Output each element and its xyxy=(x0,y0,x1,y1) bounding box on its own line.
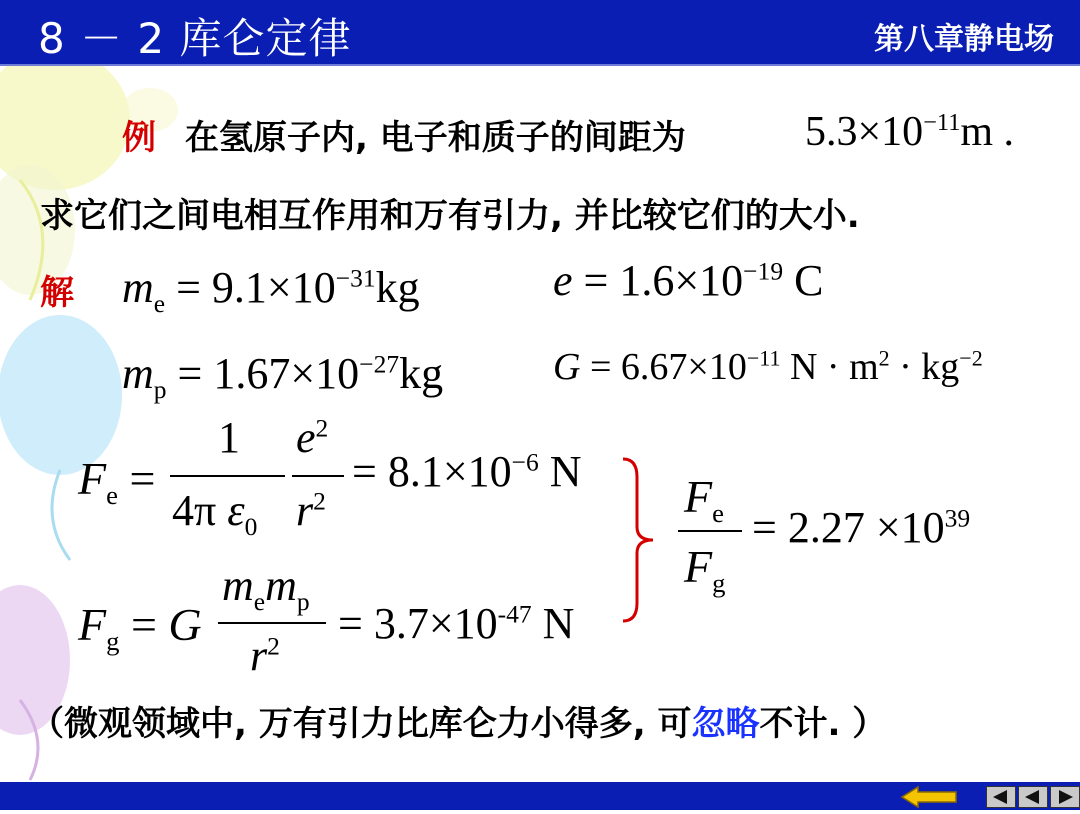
distance-value: $5.3\times 10^{-11}m$ . xyxy=(805,109,1015,155)
highlight-text: 忽略 xyxy=(691,704,760,744)
conclusion-text: （微观领域中, 万有引力比库仑力小得多, 可忽略不计. ） xyxy=(30,704,887,744)
first-page-button[interactable] xyxy=(986,786,1016,808)
example-line1: 在氢原子内, 电子和质子的间距为 xyxy=(185,118,686,158)
header-bar xyxy=(0,0,1080,66)
brace-icon xyxy=(615,455,665,625)
solution-label: 解 xyxy=(40,273,74,313)
proton-mass: $m_p = 1.67\times 10^{-27}kg$ xyxy=(122,349,444,404)
next-icon xyxy=(1051,787,1079,807)
page-title: 8 － 2 库仑定律 xyxy=(38,14,352,63)
example-line2: 求它们之间电相互作用和万有引力, 并比较它们的大小. xyxy=(40,196,860,236)
example-label: 例 xyxy=(122,118,156,158)
return-button[interactable] xyxy=(898,784,960,810)
electron-charge: $e = 1.6\times 10^{-19}$ C xyxy=(553,256,824,305)
chapter-label: 第八章静电场 xyxy=(874,22,1054,57)
next-page-button[interactable] xyxy=(1050,786,1080,808)
first-page-icon xyxy=(987,787,1015,807)
gravitational-constant: $G = 6.67\times 10^{-11}$ $N \cdot m^2 \cdot kg^{-2}$ xyxy=(553,345,983,388)
prev-page-button[interactable] xyxy=(1018,786,1048,808)
return-arrow-icon xyxy=(898,784,960,810)
electron-mass: $m_e = 9.1\times 10^{-31}kg$ xyxy=(122,263,420,318)
prev-icon xyxy=(1019,787,1047,807)
